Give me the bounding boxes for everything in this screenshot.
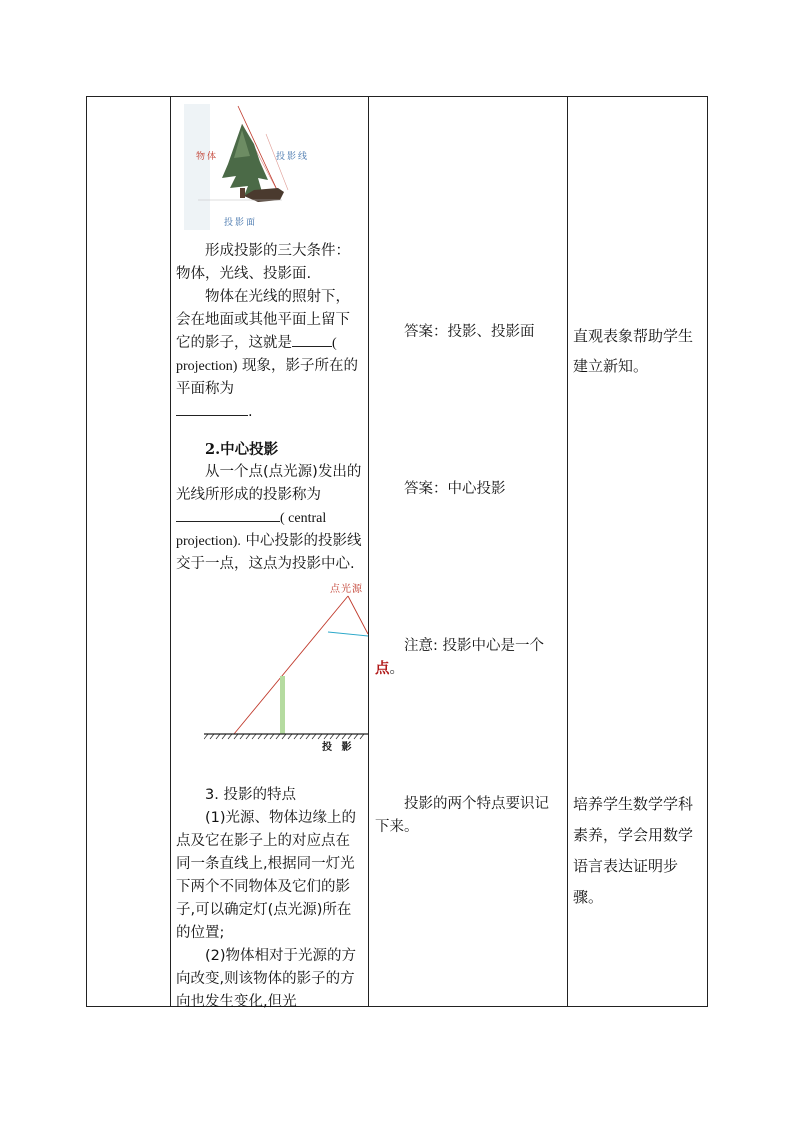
label-ground: 投 影 <box>322 742 355 753</box>
answer2: 答案：中心投影 <box>404 481 506 497</box>
section2-text1: 从一个点(点光源)发出的光线所形成的投影称为 <box>176 464 362 503</box>
label-projection-line: 投影线 <box>276 152 310 162</box>
definition-end: . <box>248 404 253 420</box>
note <box>375 635 563 681</box>
point-light-figure <box>204 576 368 754</box>
column-divider <box>368 96 369 1007</box>
label-light-source: 点光源 <box>330 584 363 595</box>
definition-english: ( projection) <box>176 336 337 374</box>
note-highlight: 点 <box>375 661 390 677</box>
answer1: 答案：投影、投影面 <box>404 324 535 340</box>
definition-line2: 现象，影子所在的平面称为 <box>176 358 359 397</box>
section2-english: ( central projection). <box>176 511 327 549</box>
column-divider <box>567 96 568 1007</box>
blank-answer <box>292 332 332 347</box>
intent2: 培养学生数学学科素养，学会用数学语言表达证明步骤。 <box>573 795 694 906</box>
definition-line1: 物体在光线的照射下，会在地面或其他平面上留下它的影子，这就是 <box>176 289 350 351</box>
intent1: 直观表象帮助学生建立新知。 <box>573 327 694 375</box>
col2-block1 <box>176 240 364 576</box>
blank-answer <box>176 401 248 416</box>
label-object: 物体 <box>196 152 219 162</box>
note-prefix: 注意: 投影中心是一个 <box>404 638 544 654</box>
tree-projection-figure <box>178 104 368 230</box>
remember-note: 投影的两个特点要识记下来。 <box>375 796 549 835</box>
section2-title: 2.中心投影 <box>205 441 279 458</box>
section2-text2: 中心投影的投影线交于一点，这点为投影中心. <box>176 533 362 572</box>
column-divider <box>170 96 171 1007</box>
section3-title: 3. 投影的特点 <box>205 787 296 803</box>
col2-block2 <box>176 784 364 1014</box>
blank-answer <box>176 507 280 522</box>
conditions-text: 形成投影的三大条件：物体，光线、投影面. <box>176 243 350 282</box>
section2-paragraph <box>176 461 364 576</box>
label-projection-plane: 投影面 <box>224 218 258 228</box>
section3-item2: (2)物体相对于光源的方向改变,则该物体的影子的方向也发生变化,但光 <box>176 948 357 1010</box>
section3-item1: (1)光源、物体边缘上的点及它在影子上的对应点在同一条直线上,根据同一灯光下两个不同物体及它们的影子,可以确定灯(点光源)所在的位置; <box>176 810 357 941</box>
note-suffix: 。 <box>389 661 404 677</box>
definition-paragraph <box>176 286 364 424</box>
